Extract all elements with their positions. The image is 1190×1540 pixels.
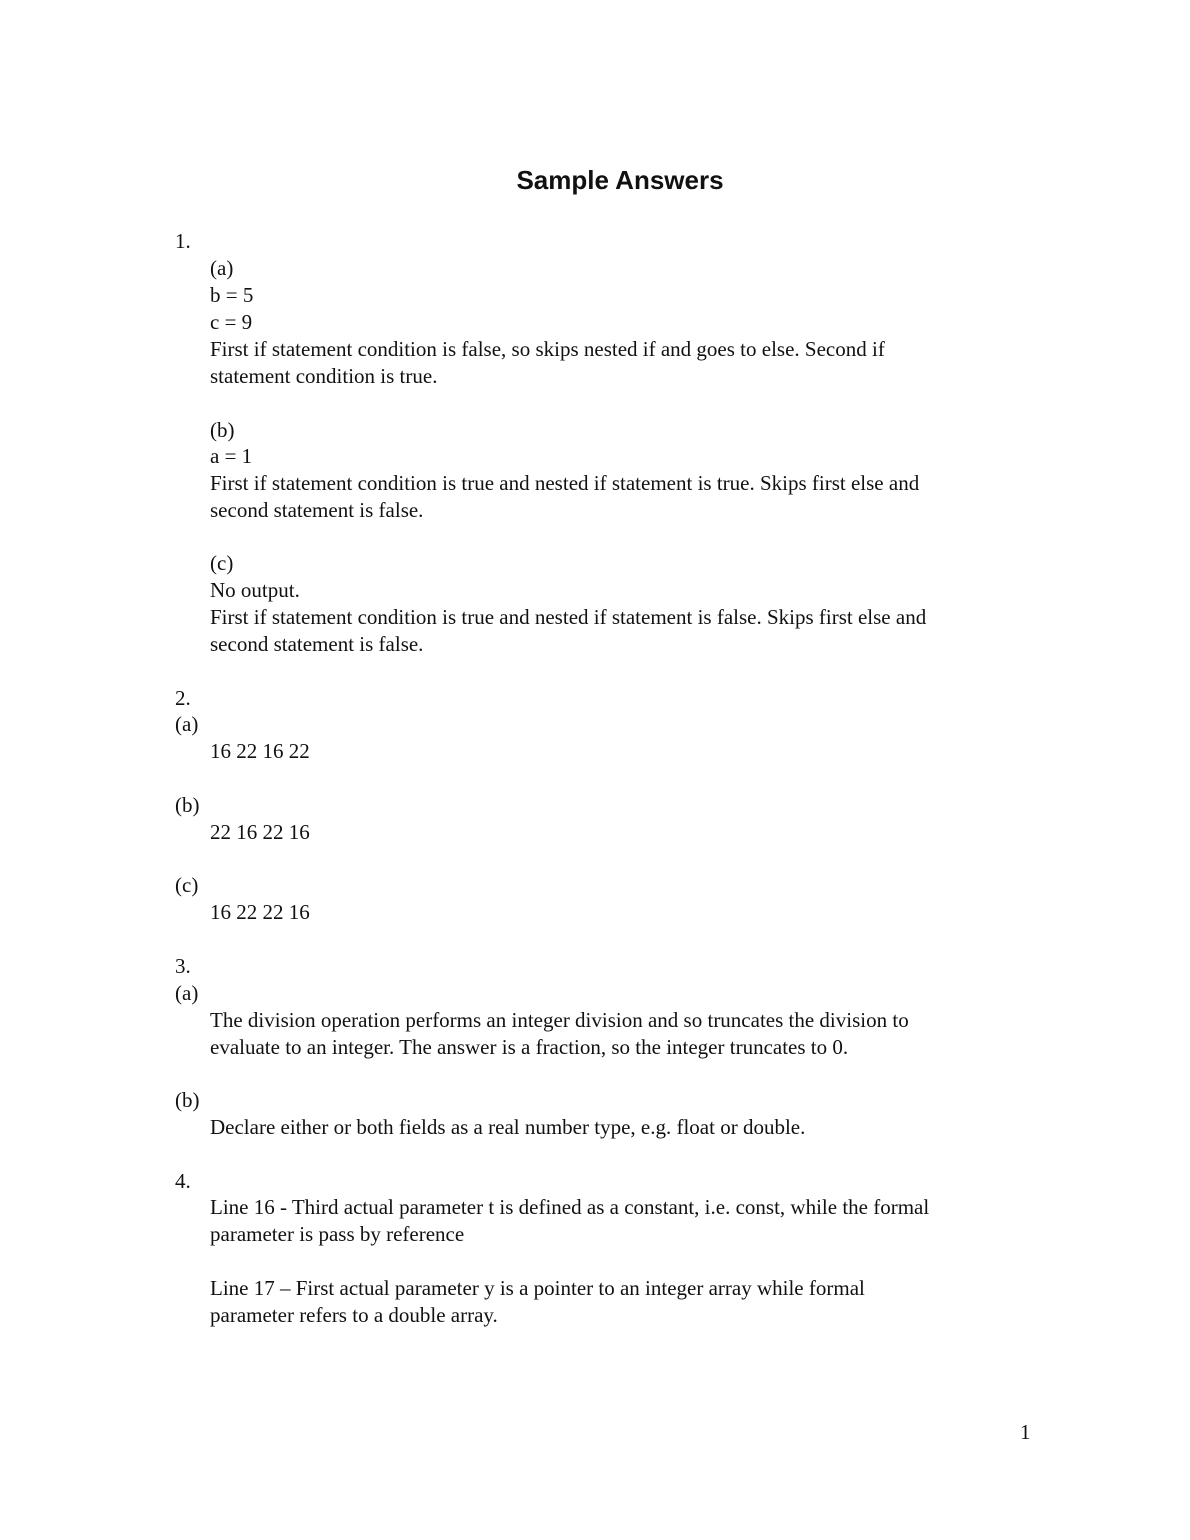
q4-paragraph-1-line-2: parameter is pass by reference [210,1222,465,1246]
q2-part-c-label: (c) [175,873,199,897]
q2a-answer: 16 22 16 22 [210,739,310,763]
question-2-number: 2. [175,686,191,710]
q4-paragraph-2-line-2: parameter refers to a double array. [210,1303,498,1327]
q1b-explanation-line-2: second statement is false. [210,498,424,522]
q1c-explanation-line-2: second statement is false. [210,632,424,656]
q2b-answer: 22 16 22 16 [210,820,310,844]
q4-paragraph-1-line-1: Line 16 - Third actual parameter t is defined as a constant, i.e. const, while the formal [210,1195,930,1219]
q1b-a-value: a = 1 [210,444,253,468]
q1a-explanation-line-2: statement condition is true. [210,364,438,388]
q1a-explanation-line-1: First if statement condition is false, so skips nested if and goes to else. Second if [210,337,885,361]
q2-part-b-label: (b) [175,793,200,817]
q4-paragraph-2-line-1: Line 17 – First actual parameter y is a pointer to an integer array while formal [210,1276,865,1300]
q1c-output: No output. [210,578,300,602]
q1b-explanation-line-1: First if statement condition is true and nested if statement is true. Skips first else and [210,471,920,495]
q1-part-c-label: (c) [210,551,234,575]
q1a-b-value: b = 5 [210,283,254,307]
q3a-explanation-line-1: The division operation performs an integer division and so truncates the division to [210,1008,909,1032]
q3-part-a-label: (a) [175,981,199,1005]
q2c-answer: 16 22 22 16 [210,900,310,924]
page-number: 1 [1020,1420,1031,1444]
q1a-c-value: c = 9 [210,310,253,334]
q1-part-a-label: (a) [210,256,234,280]
q1c-explanation-line-1: First if statement condition is true and nested if statement is false. Skips first else and [210,605,927,629]
question-1-number: 1. [175,229,191,253]
q3b-explanation: Declare either or both fields as a real number type, e.g. float or double. [210,1115,806,1139]
q1-part-b-label: (b) [210,418,235,442]
q3-part-b-label: (b) [175,1088,200,1112]
page-title: Sample Answers [516,165,724,195]
q3a-explanation-line-2: evaluate to an integer. The answer is a fraction, so the integer truncates to 0. [210,1035,849,1059]
q2-part-a-label: (a) [175,712,199,736]
question-4-number: 4. [175,1169,191,1193]
question-3-number: 3. [175,954,191,978]
